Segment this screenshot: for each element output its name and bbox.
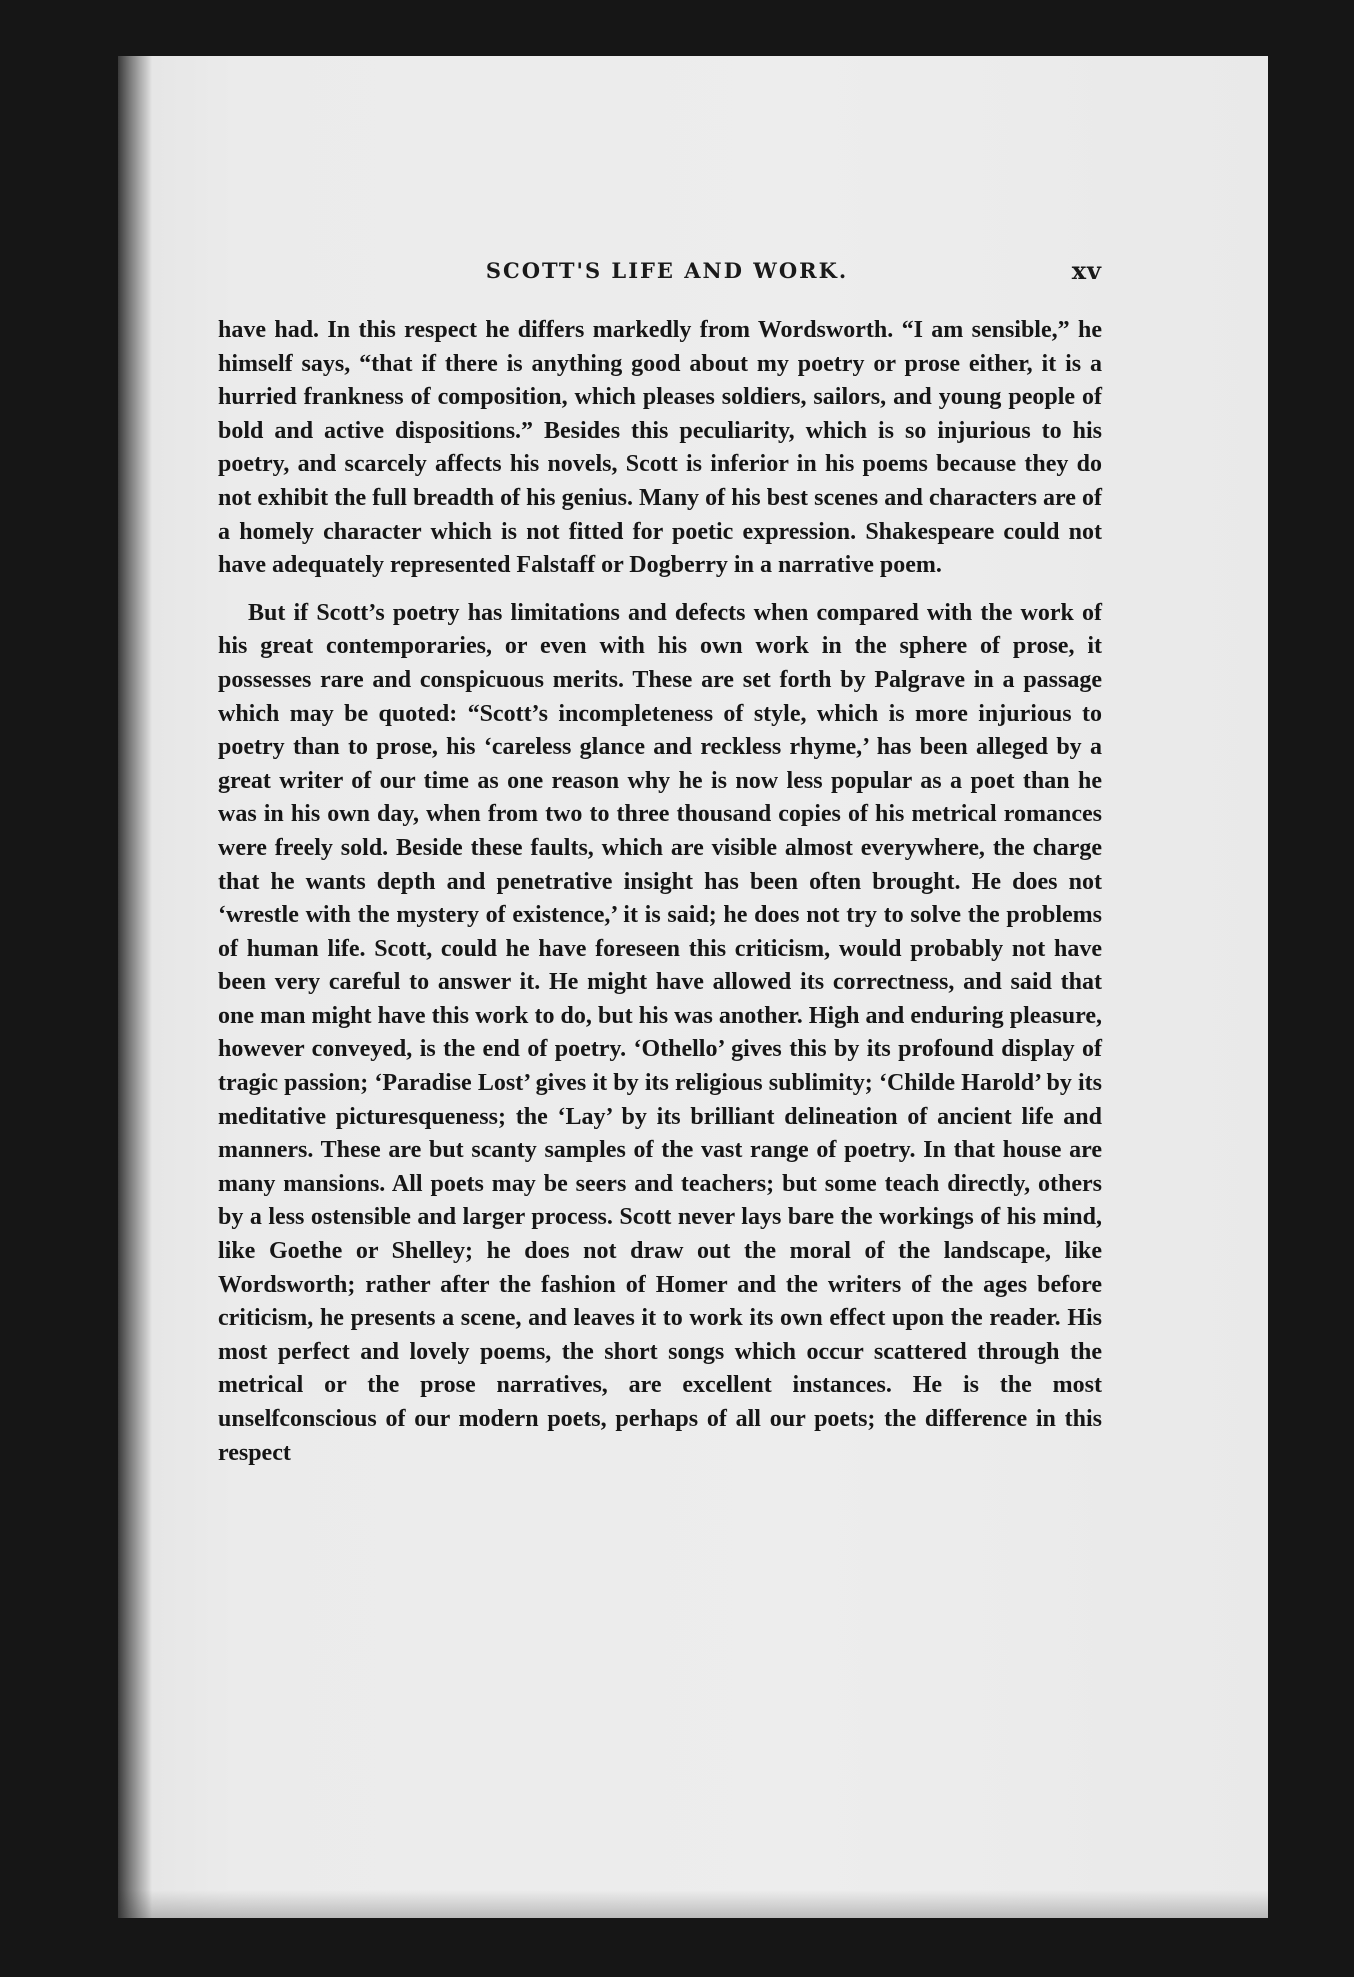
page-number: xv [1071,256,1102,285]
body-text [218,314,1102,1470]
page-header [232,256,1102,290]
page-bottom-shadow [118,1890,1268,1918]
paragraph: But if Scott’s poetry has limitations and defects when compared with the work of his great contemporaries, or even with his own work in the sphere of prose, it possesses rare and conspicuous merits. These are set forth by Palgrave in a passage which may be quoted: “Scott’s incompleteness of style, which is more injurious to poetry than to prose, his ‘careless glance and reckless rhyme,’ has been alleged by a great writer of our time as one reason why he is now less popular as a poet than he was in his own day, when from two to three thousand copies of his metrical romances were freely sold. Beside these faults, which are visible almost everywhere, the charge that he wants depth and penetrative insight has been often brought. He does not ‘wrestle with the mystery of existence,’ it is said; he does not try to solve the problems of human life. Scott, could he have foreseen this criticism, would probably not have been very careful to answer it. He might have allowed its correctness, and said that one man might have this work to do, but his was another. High and enduring pleasure, however conveyed, is the end of poetry. ‘Othello’ gives this by its profound display of tragic passion; ‘Paradise Lost’ gives it by its religious sublimity; ‘Childe Harold’ by its meditative picturesqueness; the ‘Lay’ by its brilliant delineation of ancient life and manners. These are but scanty samples of the vast range of poetry. In that house are many mansions. All poets may be seers and teachers; but some teach directly, others by a less ostensible and larger process. Scott never lays bare the workings of his mind, like Goethe or Shelley; he does not draw out the moral of the landscape, like Wordsworth; rather after the fashion of Homer and the writers of the ages before criticism, he presents a scene, and leaves it to work its own effect upon the reader. His most perfect and lovely poems, the short songs which occur scattered through the metrical or the prose narratives, are excellent instances. He is the most unselfconscious of our modern poets, perhaps of all our poets; the difference in this respect [218,599,1102,1466]
binding-gutter [118,56,152,1918]
running-head: SCOTT'S LIFE AND WORK. [485,258,849,283]
paragraph: have had. In this respect he differs markedly from Wordsworth. “I am sensible,” he himself says, “that if there is anything good about my poetry or prose either, it is a hurried frankness of composition, which pleases soldiers, sailors, and young people of bold and active dispositions.” Besides this peculiarity, which is so injurious to his poetry, and scarcely affects his novels, Scott is inferior in his poems because they do not exhibit the full breadth of his genius. Many of his best scenes and characters are of a homely character which is not fitted for poetic expression. Shakespeare could not have adequately represented Falstaff or Dogberry in a narrative poem. [218,317,1102,579]
